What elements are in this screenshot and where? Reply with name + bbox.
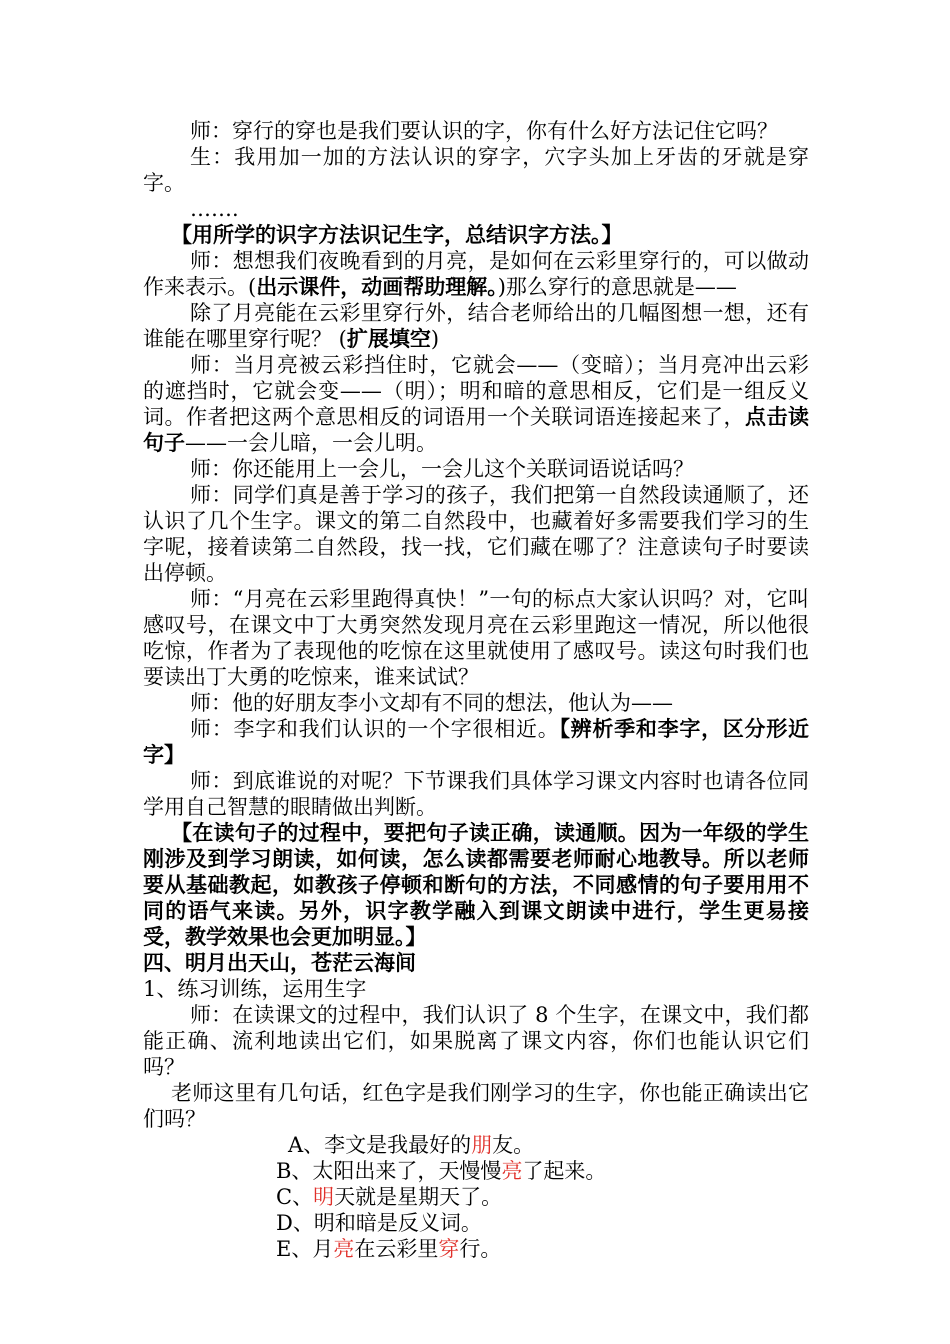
paragraph-reading-note: 【在读句子的过程中，要把句子读正确，读通顺。因为一年级的学生刚涉及到学习朗读，如何读，怎么读都需要老师耐心地教导。所以老师要从基础教起，如教孩子停顿和断句的方法，不同感情的句子要用用不同的语气来读。另外，识字教学融入到课文朗读中进行，学生更易接受，教学效果也会更加明显。】	[143, 820, 809, 949]
paragraph-second-section: 师：同学们真是善于学习的孩子，我们把第一自然段读通顺了，还认识了几个生字。课文的第二自然段中，也藏着好多需要我们学习的生字呢，接着读第二自然段，找一找，它们藏在哪了？注意读句子时要读出停顿。	[143, 483, 809, 585]
option-text: C、	[276, 1185, 314, 1209]
text-segment: )	[430, 327, 440, 351]
paragraph-red-characters: 老师这里有几句话，红色字是我们刚学习的生字，你也能正确读出它们吗？	[143, 1081, 809, 1131]
paragraph-ellipsis: …….	[190, 197, 239, 221]
exercise-option-a	[143, 1132, 809, 1158]
paragraph-conjunction: 师：你还能用上一会儿，一会儿这个关联词语说话吗？	[190, 457, 694, 481]
subsection-heading: 1、练习训练，运用生字	[143, 977, 367, 1001]
red-character: 亮	[333, 1237, 355, 1261]
exercise-option-b	[143, 1158, 809, 1184]
bold-segment: 【辨析季和李字，区分形近字】	[143, 716, 810, 767]
paragraph-friend-opinion: 师：他的好朋友李小文却有不同的想法，他认为——	[190, 691, 673, 715]
text-segment: 师：当月亮被云彩挡住时，它就会——（变暗）；当月亮冲出云彩的遮挡时，它就会变——（明）；明和暗的意思相反，它们是一组反义词。作者把这两个意思相反的词语用一个关联词语连接起来了，	[143, 353, 809, 429]
section-heading: 四、明月出天山，苍茫云海间	[143, 950, 416, 975]
bold-segment: 点击读句子	[143, 404, 809, 455]
option-text: A、李文是我最好的	[288, 1133, 472, 1157]
option-text: 了起来。	[522, 1159, 607, 1183]
option-text: D、明和暗是反义词。	[276, 1211, 482, 1235]
paragraph-expansion	[143, 300, 809, 352]
paragraph-antonyms	[143, 352, 809, 456]
option-text: 在云彩里	[354, 1237, 439, 1261]
paragraph-summary-note: 【用所学的识字方法识记生字，总结识字方法。】	[171, 222, 623, 247]
text-segment: 师：想想我们夜晚看到的月亮，是如何在云彩里穿行的，可以做动作来表示。(	[143, 249, 809, 299]
option-text: E、月	[276, 1237, 334, 1261]
bold-segment: 扩展填空	[346, 326, 431, 351]
text-segment: 师：李字和我们认识的一个字很相近。	[190, 717, 560, 741]
paragraph-student-answer: 生：我用加一加的方法认识的穿字，穴字头加上牙齿的牙就是穿字。	[143, 145, 809, 195]
text-segment: ——一会儿暗，一会儿明。	[185, 431, 437, 455]
exercise-option-e	[143, 1236, 809, 1262]
exercise-option-d	[143, 1210, 809, 1236]
paragraph-similar-characters	[143, 716, 809, 768]
text-segment: 除了月亮能在云彩里穿行外，结合老师给出的几幅图想一想，还有谁能在哪里穿行呢？ (	[143, 301, 809, 351]
option-text: 行。	[459, 1237, 502, 1261]
red-character: 穿	[438, 1237, 460, 1261]
exercise-option-c	[143, 1184, 809, 1210]
option-text: B、太阳出来了，天慢慢	[276, 1159, 502, 1183]
paragraph-practice-intro: 师：在读课文的过程中，我们认识了 8 个生字，在课文中，我们都能正确、流利地读出它们，如果脱离了课文内容，你们也能认识它们吗？	[143, 1003, 809, 1079]
bold-segment: 出示课件，动画帮助理解。	[256, 274, 498, 299]
red-character: 亮	[501, 1159, 523, 1183]
option-text: 友。	[492, 1133, 535, 1157]
text-segment: )那么穿行的意思就是——	[497, 275, 737, 299]
document-page	[143, 118, 809, 1262]
paragraph-exclamation: 师：“月亮在云彩里跑得真快！”一句的标点大家认识吗？对，它叫感叹号，在课文中丁大勇突然发现月亮在云彩里跑这一情况，所以他很吃惊，作者为了表现他的吃惊在这里就使用了感叹号。读这句时我们也要读出丁大勇的吃惊来，谁来试试？	[143, 587, 809, 689]
paragraph-judgement: 师：到底谁说的对呢？下节课我们具体学习课文内容时也请各位同学用自己智慧的眼睛做出判断。	[143, 769, 809, 819]
paragraph-moon-motion	[143, 248, 809, 300]
paragraph-teacher-question: 师：穿行的穿也是我们要认识的字，你有什么好方法记住它吗？	[190, 119, 778, 143]
red-character: 朋	[471, 1133, 493, 1157]
red-character: 明	[313, 1185, 335, 1209]
option-text: 天就是星期天了。	[334, 1185, 503, 1209]
